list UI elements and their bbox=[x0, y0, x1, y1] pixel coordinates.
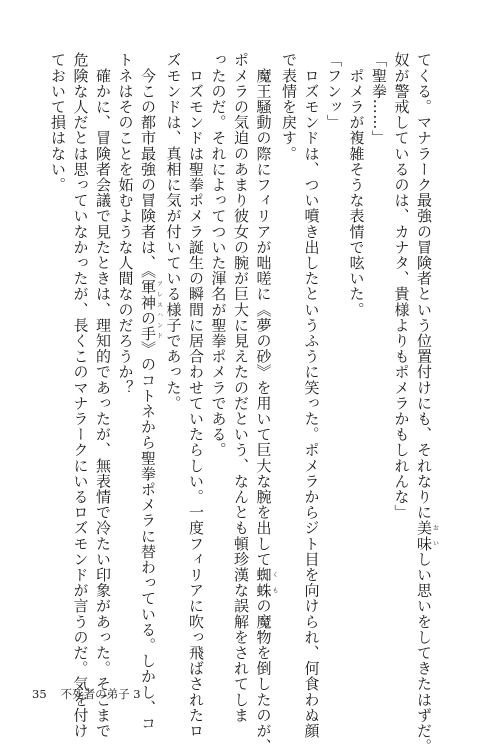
text-line-14: トネはそのことを妬むような人間なのだろうか？ bbox=[116, 52, 135, 396]
text-line-10: ったのだ。それによってついた渾名が聖拳ポメラである。 bbox=[209, 52, 228, 458]
text-line-6: ロズモンドは、つい噴き出したというふうに笑った。ポメラからジト目を向けられ、何食わぬ顔 bbox=[302, 67, 321, 739]
page-number: 35 bbox=[32, 687, 47, 701]
text-line-4: ポメラが複雑そうな表情で呟いた。 bbox=[347, 67, 366, 318]
page-footer bbox=[32, 686, 141, 702]
book-title: 不死者の弟子 3 bbox=[60, 687, 141, 701]
text-line-11: ロズモンドは聖拳ポメラ誕生の瞬間に居合わせていたらしい。一度フィリアに吹っ飛ばされたロ bbox=[187, 67, 205, 739]
text-line-17: ておいて損はない。 bbox=[49, 52, 67, 193]
text-line-8: 魔王騒動の際にフィリアが咄嗟に《夢の砂》を用いて巨大な腕を出して蜘蛛くもの魔物を倒したのが、 bbox=[254, 67, 278, 754]
text-line-12: ズモンドは、真相に気が付いている様子であった。 bbox=[164, 52, 183, 411]
text-line-7: で表情を戻す。 bbox=[280, 52, 298, 162]
text-line-13: 今この都市最強の冒険者は、《軍神の手アレスハンド》のコトネから聖拳ポメラに替わっている。しかし、コ bbox=[139, 67, 163, 731]
text-line-16: 危険な人だとは思っていなかったが、長くこのマナラークにいるロズモンドが言うのだ。気を付け bbox=[71, 52, 90, 739]
text-line-2: 奴が警戒しているのは、カナタ、貴様よりもポメラかもしれんな」 bbox=[392, 52, 411, 520]
text-line-9: ポメラの気迫のあまり彼女の腕が巨大に見えたのだという、なんとも頓珍漢な誤解をされてしま bbox=[232, 52, 250, 723]
text-line-15: 確かに、冒険者会議で見たときは、理知的であったが、無表情で冷たい印象があった。そこまで bbox=[94, 67, 112, 739]
text-line-5: 「フンッ」 bbox=[325, 52, 343, 130]
ruby-kumo: 蜘蛛くも bbox=[254, 566, 278, 599]
text-line-1: てくる。マナラーク最強の冒険者という位置付けにも、それなりに美味おいしい思いをしてきたはずだ。 bbox=[415, 52, 439, 754]
text-line-3: 「聖拳……」 bbox=[370, 52, 388, 146]
ruby-ares-hand: 軍神の手アレスハンド bbox=[139, 278, 163, 341]
ruby-oishii: 美味おい bbox=[415, 520, 439, 552]
